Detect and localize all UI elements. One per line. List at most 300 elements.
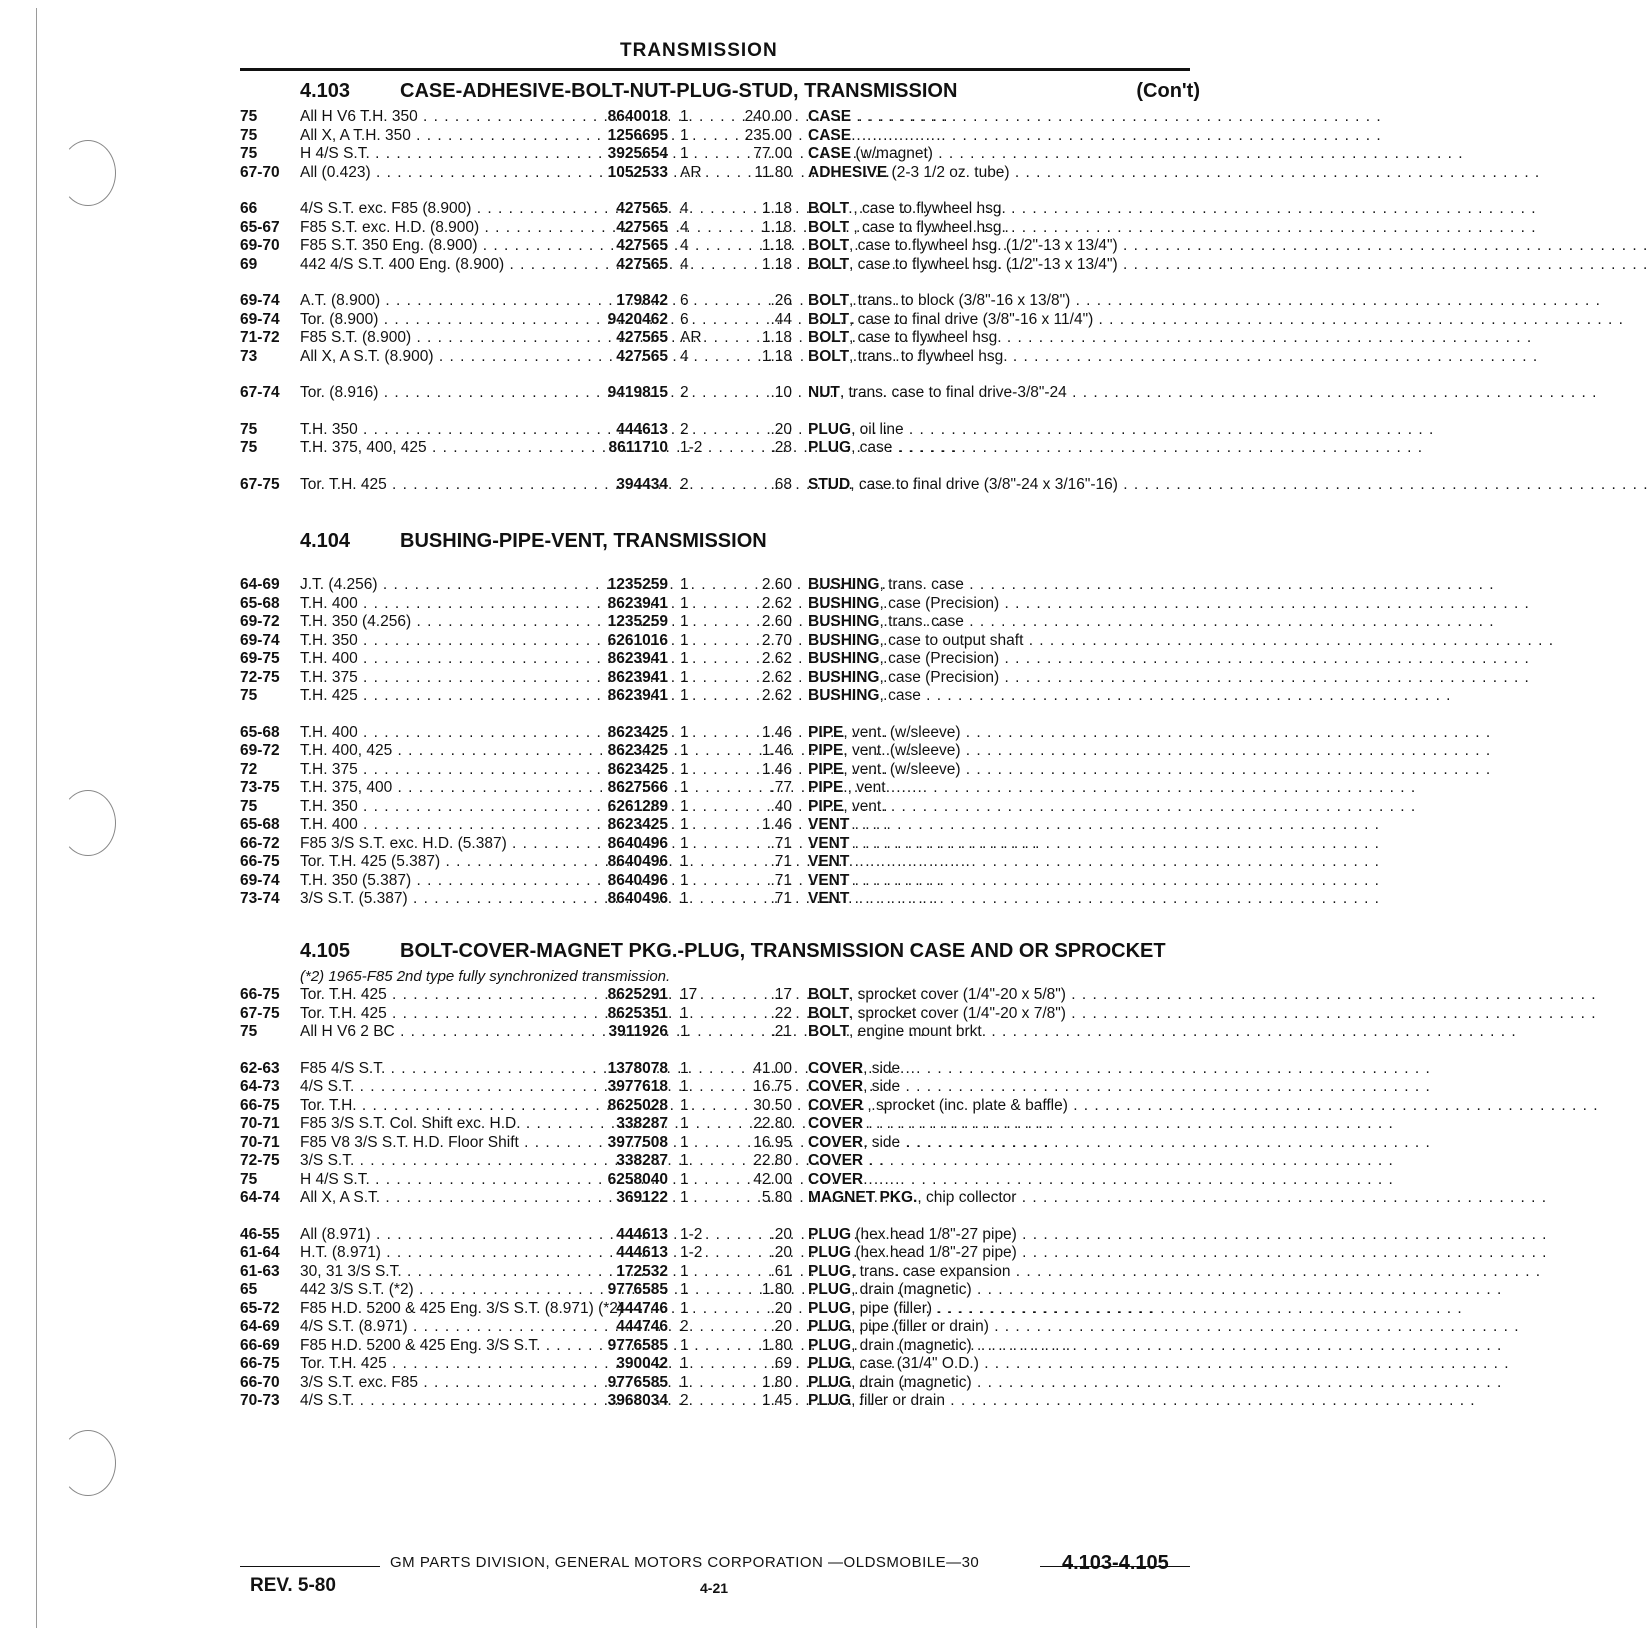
table-row <box>240 1374 1200 1393</box>
price: 1.46 <box>761 760 792 778</box>
application: 442 3/S S.T. (*2) . . . <box>300 1281 570 1300</box>
quantity: AR <box>680 329 702 346</box>
part-detail: , drain (magnetic) <box>851 1336 972 1354</box>
application: T.H. 350 . . . <box>300 798 570 817</box>
part-number: 444613 <box>616 420 668 438</box>
quantity: 1 <box>680 816 689 833</box>
part-detail: , case to output shaft <box>879 631 1024 649</box>
section-title: BOLT-COVER-MAGNET PKG.-PLUG, TRANSMISSION CASE AND OR SPROCKET <box>400 940 1166 962</box>
price: .71 <box>770 853 792 870</box>
part-number: 172532 <box>616 1262 668 1280</box>
model-years: 73-75 <box>240 779 280 796</box>
price: .28 <box>770 439 792 456</box>
part-detail: , sprocket cover (1/4"-20 x 7/8") <box>849 1004 1066 1022</box>
part-number: 427565 <box>616 255 668 273</box>
table-row <box>240 724 1200 743</box>
application: All X, A T.H. 350 . . . <box>300 127 570 146</box>
model-years: 64-73 <box>240 1078 280 1095</box>
price: 2.62 <box>761 668 792 686</box>
description <box>808 669 1530 688</box>
application: T.H. 400 . . . <box>300 595 570 614</box>
part-name: PLUG <box>808 420 852 438</box>
part-name: COVER <box>808 1059 864 1077</box>
part-detail: , drain (magnetic) <box>851 1373 972 1391</box>
description <box>808 724 1491 743</box>
quantity: 2 <box>680 1392 689 1409</box>
footer-section-ref: 4.103-4.105 <box>1062 1552 1169 1574</box>
part-number: 9776585 <box>607 1281 668 1298</box>
price: .68 <box>770 475 792 493</box>
model-years: 75 <box>240 145 258 162</box>
quantity: 1 <box>680 1355 689 1372</box>
part-name: BOLT <box>808 310 850 328</box>
table-row <box>240 853 1200 872</box>
quantity: 1 <box>680 742 689 759</box>
application: Tor. T.H. 425 . . . <box>300 986 570 1005</box>
punch-hole <box>60 1430 116 1496</box>
part-detail: , case to flywheel hsg. <box>849 200 1006 217</box>
price: .17 <box>770 986 792 1003</box>
application: 3/S S.T. (5.387) . . . <box>300 890 570 909</box>
description <box>808 108 1382 127</box>
application: Tor. T.H. 425 . . . <box>300 1355 570 1374</box>
application: 3/S S.T. . . . <box>300 1152 570 1171</box>
table-row <box>240 1226 1200 1245</box>
quantity: 1 <box>680 631 689 649</box>
model-years: 66-75 <box>240 1355 280 1372</box>
part-name: CASE <box>808 108 852 125</box>
price: 1.80 <box>761 1373 792 1391</box>
application: F85 S.T. exc. H.D. (8.900) . . . <box>300 219 570 238</box>
part-number: 8625351 <box>607 1004 668 1022</box>
model-years: 72-75 <box>240 668 280 686</box>
header-rule <box>240 68 1190 71</box>
table-row <box>240 237 1200 256</box>
price: 5.80 <box>761 1189 792 1206</box>
application: Tor. T.H. 425 (5.387) . . . <box>300 853 570 872</box>
part-number: 3968034 <box>607 1392 668 1409</box>
table-row <box>240 1115 1200 1134</box>
application: T.H. 375, 400 . . . <box>300 779 570 798</box>
price: 2.60 <box>761 613 792 630</box>
quantity: 1 <box>680 1189 689 1206</box>
part-detail: (2-3 1/2 oz. tube) <box>887 163 1010 181</box>
model-years: 66-72 <box>240 834 280 852</box>
part-number: 6261289 <box>607 797 668 815</box>
part-name: BOLT <box>808 986 850 1003</box>
application: Tor. T.H. 425 . . . <box>300 476 570 495</box>
price: 235.00 <box>744 126 792 144</box>
quantity: 1 <box>680 890 689 907</box>
price: .77 <box>770 779 792 796</box>
punch-hole <box>60 790 116 856</box>
part-detail: , trans. case expansion <box>851 1262 1011 1280</box>
model-years: 66-75 <box>240 1096 280 1114</box>
section-title: CASE-ADHESIVE-BOLT-NUT-PLUG-STUD, TRANSMISSION <box>400 80 958 102</box>
model-years: 65-68 <box>240 594 280 612</box>
application: H.T. (8.971) . . . <box>300 1244 570 1263</box>
part-name: PLUG <box>808 1336 852 1354</box>
model-years: 72-75 <box>240 1152 280 1169</box>
part-number: 8623941 <box>607 650 668 667</box>
application: All X, A S.T. . . . <box>300 1189 570 1208</box>
table-row <box>240 1355 1200 1374</box>
model-years: 69-74 <box>240 292 280 309</box>
part-number: 8623425 <box>607 816 668 833</box>
quantity: 1 <box>680 576 689 593</box>
price: .10 <box>770 384 792 401</box>
part-number: 1256695 <box>607 126 668 144</box>
table-row <box>240 687 1200 706</box>
part-number: 427565 <box>616 329 668 346</box>
part-detail: , case <box>879 687 921 704</box>
table-row <box>240 329 1200 348</box>
footer-revision: REV. 5-80 <box>250 1575 336 1596</box>
quantity: 1 <box>680 668 689 686</box>
part-name: BUSHING <box>808 613 880 630</box>
price: .20 <box>770 420 792 438</box>
model-years: 61-64 <box>240 1244 280 1261</box>
table-row <box>240 986 1200 1005</box>
quantity: 1 <box>680 1373 689 1391</box>
application: T.H. 350 (5.387) . . . <box>300 872 570 891</box>
price: 1.18 <box>761 255 792 273</box>
punch-hole <box>60 140 116 206</box>
part-name: PIPE <box>808 760 844 778</box>
part-detail: , case (Precision) <box>879 668 1000 686</box>
part-number: 8640496 <box>607 853 668 870</box>
description <box>808 1115 1394 1134</box>
part-number: 8611710 <box>608 439 668 456</box>
quantity: 1 <box>680 1023 689 1040</box>
application: F85 S.T. 350 Eng. (8.900) . . . <box>300 237 570 256</box>
table-row <box>240 576 1200 595</box>
part-name: CASE <box>808 126 852 144</box>
quantity: 1 <box>680 1115 689 1132</box>
part-detail: , trans. case <box>879 613 964 630</box>
part-number: 427565 <box>616 200 668 217</box>
quantity: 1 <box>680 1299 689 1317</box>
description <box>808 1097 1599 1116</box>
application: 30, 31 3/S S.T. . . . <box>300 1263 570 1282</box>
part-number: 1235259 <box>607 613 668 630</box>
application: F85 V8 3/S S.T. H.D. Floor Shift . . . <box>300 1134 570 1153</box>
description <box>808 816 1380 835</box>
model-years: 69-74 <box>240 871 280 889</box>
description <box>808 1060 1431 1079</box>
section-note: (*2) 1965-F85 2nd type fully synchronized transmission. <box>300 968 671 985</box>
part-number: 8623425 <box>607 760 668 778</box>
part-detail: , case to flywheel hsg. (1/2"-13 x 13/4") <box>849 255 1118 273</box>
part-number: 444613 <box>616 1225 668 1243</box>
description <box>808 348 1538 367</box>
part-name: VENT <box>808 871 850 889</box>
description <box>808 1281 1502 1300</box>
description <box>808 421 1434 440</box>
application: T.H. 425 . . . <box>300 687 570 706</box>
part-number: 6261016 <box>607 631 668 649</box>
model-years: 71-72 <box>240 329 280 346</box>
description <box>808 986 1597 1005</box>
description <box>808 1189 1547 1208</box>
part-number: 427565 <box>616 218 668 236</box>
table-row <box>240 632 1200 651</box>
quantity: 1 <box>680 1336 689 1354</box>
application: Tor. T.H. . . . <box>300 1097 570 1116</box>
part-name: PLUG <box>808 1281 852 1298</box>
part-number: 369122 <box>616 1189 668 1206</box>
table-row <box>240 1152 1200 1171</box>
price: .20 <box>770 1318 792 1335</box>
quantity: 1 <box>680 723 689 741</box>
quantity: 1 <box>680 687 689 704</box>
part-number: 8625028 <box>607 1096 668 1114</box>
price: 1.18 <box>761 237 792 254</box>
description <box>808 476 1649 495</box>
application: 4/S S.T. . . . <box>300 1078 570 1097</box>
quantity: 1 <box>680 613 689 630</box>
part-detail: (hex head 1/8"-27 pipe) <box>851 1244 1017 1261</box>
application: All H V6 2 BC . . . <box>300 1023 570 1042</box>
table-row <box>240 1392 1200 1411</box>
part-name: PLUG <box>808 439 852 456</box>
part-number: 3925654 <box>607 145 668 162</box>
quantity: 1 <box>680 1096 689 1114</box>
table-row <box>240 1171 1200 1190</box>
table-row <box>240 1023 1200 1042</box>
application: T.H. 400 . . . <box>300 724 570 743</box>
model-years: 73-74 <box>240 890 280 907</box>
table-row <box>240 311 1200 330</box>
quantity: 1-2 <box>680 1244 703 1261</box>
model-years: 64-69 <box>240 576 280 593</box>
table-row <box>240 200 1200 219</box>
parts-table <box>240 986 1200 1411</box>
table-row <box>240 384 1200 403</box>
table-row <box>240 1300 1200 1319</box>
table-row <box>240 1005 1200 1024</box>
application: F85 H.D. 5200 & 425 Eng. 3/S S.T. . . . <box>300 1337 570 1356</box>
part-detail: , trans. to block (3/8"-16 x 13/8") <box>849 292 1071 309</box>
application: Tor. (8.900) . . . <box>300 311 570 330</box>
application: A.T. (8.900) . . . <box>300 292 570 311</box>
part-name: PIPE <box>808 797 844 815</box>
quantity: 1 <box>680 871 689 889</box>
application: F85 4/S S.T. . . . <box>300 1060 570 1079</box>
section-number: 4.104 <box>300 530 351 552</box>
application: 4/S S.T. (8.971) . . . <box>300 1318 570 1337</box>
part-name: BOLT <box>808 1023 850 1040</box>
table-row <box>240 669 1200 688</box>
table-row <box>240 1244 1200 1263</box>
table-row <box>240 439 1200 458</box>
model-years: 64-69 <box>240 1318 280 1335</box>
application: T.H. 375 . . . <box>300 669 570 688</box>
description <box>808 1171 1394 1190</box>
part-detail: , vent. (w/sleeve) <box>843 723 961 741</box>
quantity: 1 <box>680 1262 689 1280</box>
quantity: 1-2 <box>680 1225 703 1243</box>
price: .22 <box>770 1004 792 1022</box>
part-number: 3977618 <box>607 1078 668 1095</box>
application: All H V6 T.H. 350 . . . <box>300 108 570 127</box>
part-detail: , sprocket cover (1/4"-20 x 5/8") <box>849 986 1066 1003</box>
quantity: AR <box>680 163 702 181</box>
part-name: PLUG <box>808 1225 852 1243</box>
application: T.H. 350 . . . <box>300 421 570 440</box>
part-name: PLUG <box>808 1392 852 1409</box>
application: F85 S.T. (8.900) . . . <box>300 329 570 348</box>
quantity: 1 <box>680 145 689 162</box>
part-name: COVER <box>808 1115 864 1132</box>
quantity: 1 <box>680 1059 689 1077</box>
part-name: BUSHING <box>808 631 880 649</box>
quantity: 1 <box>680 1004 689 1022</box>
price: .26 <box>770 292 792 309</box>
quantity: 6 <box>680 310 689 328</box>
application: T.H. 375, 400, 425 . . . <box>300 439 570 458</box>
price: 1.18 <box>761 347 792 365</box>
description <box>808 384 1597 403</box>
part-detail: , filler or drain <box>851 1392 945 1409</box>
model-years: 62-63 <box>240 1059 280 1077</box>
part-number: 8623941 <box>607 668 668 686</box>
part-detail: , side <box>863 1133 901 1151</box>
part-number: 8625291 <box>607 986 668 1003</box>
description <box>808 1300 1463 1319</box>
part-name: PIPE <box>808 742 844 759</box>
part-detail: , pipe (filler) <box>851 1299 933 1317</box>
part-detail: , drain (magnetic) <box>851 1281 972 1298</box>
quantity: 17 <box>680 986 698 1003</box>
model-years: 70-71 <box>240 1133 280 1151</box>
description <box>808 292 1601 311</box>
description <box>808 650 1530 669</box>
quantity: 2 <box>680 475 689 493</box>
table-row <box>240 595 1200 614</box>
description <box>808 1226 1547 1245</box>
part-detail: , trans. case <box>879 576 964 593</box>
model-years: 67-74 <box>240 384 280 401</box>
model-years: 67-75 <box>240 1004 280 1022</box>
model-years: 66-69 <box>240 1336 280 1354</box>
quantity: 1 <box>680 126 689 144</box>
part-number: 444613 <box>616 1244 668 1261</box>
part-number: 1235259 <box>607 576 668 593</box>
part-name: VENT <box>808 890 850 907</box>
table-row <box>240 145 1200 164</box>
part-detail: , case to final drive (3/8"-24 x 3/16"-16) <box>850 475 1118 493</box>
price: 2.62 <box>761 650 792 667</box>
model-years: 73 <box>240 347 258 365</box>
part-number: 338287 <box>616 1152 668 1169</box>
quantity: 4 <box>680 200 689 217</box>
table-row <box>240 1078 1200 1097</box>
quantity: 2 <box>680 1318 689 1335</box>
price: 1.45 <box>761 1392 792 1409</box>
part-name: PLUG <box>808 1262 852 1280</box>
quantity: 1 <box>680 853 689 870</box>
part-number: 390042 <box>616 1355 668 1372</box>
quantity: 6 <box>680 292 689 309</box>
section-title: BUSHING-PIPE-VENT, TRANSMISSION <box>400 530 767 552</box>
page-edge <box>36 8 37 1628</box>
part-name: PLUG <box>808 1299 852 1317</box>
footer-publisher: GM PARTS DIVISION, GENERAL MOTORS CORPORATION —OLDSMOBILE—30 <box>390 1554 980 1571</box>
price: .40 <box>770 797 792 815</box>
model-years: 66-75 <box>240 986 280 1003</box>
table-row <box>240 1189 1200 1208</box>
model-years: 66 <box>240 200 258 217</box>
part-detail: , vent. (w/sleeve) <box>843 760 961 778</box>
part-number: 9419815 <box>607 384 668 401</box>
description <box>808 1337 1502 1356</box>
quantity: 4 <box>680 218 689 236</box>
part-number: 427565 <box>616 237 668 254</box>
description <box>808 439 1423 458</box>
part-detail: , trans. case to final drive-3/8"-24 <box>839 384 1067 401</box>
part-name: PLUG <box>808 1244 852 1261</box>
description <box>808 1005 1597 1024</box>
price: 11.80 <box>754 163 792 181</box>
description <box>808 329 1532 348</box>
parts-table <box>240 108 1200 494</box>
application: Tor. T.H. 425 . . . <box>300 1005 570 1024</box>
table-row <box>240 872 1200 891</box>
quantity: 2 <box>680 384 689 401</box>
model-years: 75 <box>240 439 258 456</box>
part-name: NUT <box>808 384 840 401</box>
part-detail: , case to flywheel hsg. <box>849 329 1002 346</box>
description <box>808 1244 1547 1263</box>
price: 2.70 <box>761 631 792 649</box>
price: 30.50 <box>753 1096 792 1114</box>
price: .61 <box>770 1262 792 1280</box>
description <box>808 200 1537 219</box>
application: F85 3/S S.T. exc. H.D. (5.387) . . . <box>300 835 570 854</box>
section-number: 4.105 <box>300 940 351 962</box>
table-row <box>240 650 1200 669</box>
part-number: 8640496 <box>607 890 668 907</box>
quantity: 4 <box>680 237 689 254</box>
part-name: PLUG <box>808 1355 852 1372</box>
part-number: 3911926 <box>608 1023 668 1040</box>
part-detail: , case (Precision) <box>879 650 1000 667</box>
description <box>808 890 1380 909</box>
model-years: 67-70 <box>240 163 280 181</box>
application: 4/S S.T. exc. F85 (8.900) . . . <box>300 200 570 219</box>
description <box>808 872 1380 891</box>
table-row <box>240 779 1200 798</box>
price: 16.75 <box>753 1078 792 1095</box>
model-years: 70-73 <box>240 1392 280 1409</box>
model-years: 69-74 <box>240 310 280 328</box>
part-name: COVER <box>808 1133 864 1151</box>
price: .69 <box>770 1355 792 1372</box>
price: .71 <box>770 871 792 889</box>
quantity: 2 <box>680 420 689 438</box>
table-row <box>240 1134 1200 1153</box>
model-years: 69-72 <box>240 742 280 759</box>
quantity: 4 <box>680 255 689 273</box>
application: All (0.423) . . . <box>300 164 570 183</box>
quantity: 1 <box>680 650 689 667</box>
model-years: 75 <box>240 797 258 815</box>
part-detail: , chip collector <box>917 1189 1017 1206</box>
price: 77.00 <box>753 145 792 162</box>
description <box>808 1152 1394 1171</box>
application: T.H. 375 . . . <box>300 761 570 780</box>
